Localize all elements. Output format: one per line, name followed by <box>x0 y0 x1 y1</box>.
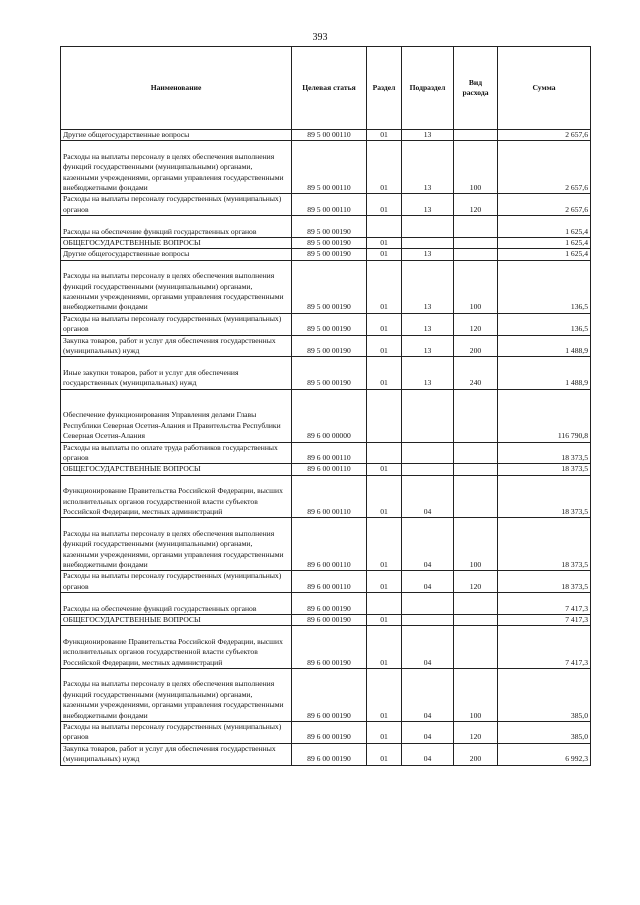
table-row <box>61 194 591 216</box>
row-target-code: 89 6 00 00190 <box>292 626 367 669</box>
row-section: 01 <box>367 626 402 669</box>
row-target-code: 89 6 00 00110 <box>292 518 367 571</box>
row-section <box>367 216 402 238</box>
row-name: Функционирование Правительства Российской Федерации, высших исполнительных органов государственной власти субъектов Российской Федерации, местных администраций <box>61 475 292 518</box>
row-subsection: 04 <box>402 626 454 669</box>
table-row <box>61 743 591 765</box>
row-expense-kind: 100 <box>454 518 498 571</box>
row-sum: 18 373,5 <box>498 571 591 593</box>
row-sum: 2 657,6 <box>498 194 591 216</box>
row-name: Расходы на обеспечение функций государственных органов <box>61 216 292 238</box>
row-section: 01 <box>367 475 402 518</box>
row-expense-kind: 120 <box>454 722 498 744</box>
row-subsection: 13 <box>402 141 454 194</box>
row-name: Расходы на выплаты персоналу государственных (муниципальных) органов <box>61 313 292 335</box>
row-section: 01 <box>367 669 402 722</box>
row-sum: 2 657,6 <box>498 130 591 141</box>
row-subsection <box>402 615 454 626</box>
row-section: 01 <box>367 464 402 475</box>
row-name: ОБЩЕГОСУДАРСТВЕННЫЕ ВОПРОСЫ <box>61 464 292 475</box>
row-target-code: 89 6 00 00190 <box>292 669 367 722</box>
row-expense-kind <box>454 389 498 442</box>
row-section: 01 <box>367 335 402 357</box>
row-name: Расходы на выплаты персоналу в целях обеспечения выполнения функций государственными (муниципальными) органами, казенными учреждениями, органами управления государственными внебюджетными фондами <box>61 518 292 571</box>
table-row <box>61 141 591 194</box>
row-target-code: 89 6 00 00190 <box>292 615 367 626</box>
table-row <box>61 313 591 335</box>
row-expense-kind <box>454 475 498 518</box>
col-header-kind: Вид расхода <box>454 47 498 130</box>
table-row <box>61 593 591 615</box>
row-name: Закупка товаров, работ и услуг для обеспечения государственных (муниципальных) нужд <box>61 335 292 357</box>
row-section <box>367 593 402 615</box>
row-subsection <box>402 464 454 475</box>
row-target-code: 89 5 00 00190 <box>292 249 367 260</box>
row-section: 01 <box>367 357 402 389</box>
table-row <box>61 464 591 475</box>
row-expense-kind <box>454 130 498 141</box>
row-expense-kind <box>454 442 498 464</box>
row-subsection: 04 <box>402 743 454 765</box>
row-sum: 1 488,9 <box>498 357 591 389</box>
row-target-code: 89 6 00 00190 <box>292 743 367 765</box>
row-section: 01 <box>367 260 402 313</box>
row-name: Другие общегосударственные вопросы <box>61 249 292 260</box>
row-target-code: 89 6 00 00110 <box>292 464 367 475</box>
row-target-code: 89 5 00 00110 <box>292 194 367 216</box>
row-subsection <box>402 442 454 464</box>
row-subsection: 04 <box>402 475 454 518</box>
row-subsection <box>402 216 454 238</box>
row-expense-kind: 200 <box>454 743 498 765</box>
col-header-code: Целевая статья <box>292 47 367 130</box>
row-expense-kind <box>454 593 498 615</box>
row-sum: 18 373,5 <box>498 464 591 475</box>
row-target-code: 89 6 00 00190 <box>292 722 367 744</box>
table-row <box>61 357 591 389</box>
table-row <box>61 216 591 238</box>
row-subsection <box>402 593 454 615</box>
row-sum: 116 790,8 <box>498 389 591 442</box>
row-subsection: 13 <box>402 313 454 335</box>
col-header-name: Наименование <box>61 47 292 130</box>
row-name: Обеспечение функционирования Управления делами Главы Республики Северная Осетия-Алания и Правительства Республики Северная Осетия-Алания <box>61 389 292 442</box>
row-expense-kind: 100 <box>454 260 498 313</box>
row-expense-kind <box>454 615 498 626</box>
row-section: 01 <box>367 249 402 260</box>
row-section: 01 <box>367 238 402 249</box>
row-section: 01 <box>367 571 402 593</box>
col-header-sum: Сумма <box>498 47 591 130</box>
row-subsection: 04 <box>402 518 454 571</box>
table-row <box>61 249 591 260</box>
row-target-code: 89 6 00 00190 <box>292 593 367 615</box>
row-name: Иные закупки товаров, работ и услуг для обеспечения государственных (муниципальных) нужд <box>61 357 292 389</box>
page-number: 393 <box>312 32 328 43</box>
table-row <box>61 130 591 141</box>
row-target-code: 89 6 00 00000 <box>292 389 367 442</box>
row-section <box>367 442 402 464</box>
row-subsection <box>402 389 454 442</box>
row-name: Расходы на выплаты персоналу государственных (муниципальных) органов <box>61 571 292 593</box>
row-subsection: 13 <box>402 130 454 141</box>
row-name: Расходы на выплаты персоналу в целях обеспечения выполнения функций государственными (муниципальными) органами, казенными учреждениями, органами управления государственными внебюджетными фондами <box>61 669 292 722</box>
col-header-section: Раздел <box>367 47 402 130</box>
row-subsection: 13 <box>402 260 454 313</box>
row-expense-kind: 100 <box>454 141 498 194</box>
row-section: 01 <box>367 615 402 626</box>
row-name: Расходы на выплаты по оплате труда работников государственных органов <box>61 442 292 464</box>
budget-table <box>60 46 591 766</box>
row-subsection: 04 <box>402 722 454 744</box>
table-row <box>61 615 591 626</box>
row-subsection: 04 <box>402 669 454 722</box>
row-sum: 7 417,3 <box>498 615 591 626</box>
row-section: 01 <box>367 130 402 141</box>
row-sum: 136,5 <box>498 260 591 313</box>
row-target-code: 89 5 00 00190 <box>292 313 367 335</box>
row-sum: 136,5 <box>498 313 591 335</box>
table-row <box>61 722 591 744</box>
row-target-code: 89 5 00 00190 <box>292 238 367 249</box>
table-row <box>61 571 591 593</box>
row-expense-kind: 120 <box>454 194 498 216</box>
row-target-code: 89 6 00 00110 <box>292 571 367 593</box>
row-name: ОБЩЕГОСУДАРСТВЕННЫЕ ВОПРОСЫ <box>61 615 292 626</box>
row-sum: 18 373,5 <box>498 518 591 571</box>
row-target-code: 89 5 00 00110 <box>292 141 367 194</box>
row-target-code: 89 6 00 00110 <box>292 475 367 518</box>
row-name: ОБЩЕГОСУДАРСТВЕННЫЕ ВОПРОСЫ <box>61 238 292 249</box>
table-row <box>61 260 591 313</box>
row-name: Функционирование Правительства Российской Федерации, высших исполнительных органов государственной власти субъектов Российской Федерации, местных администраций <box>61 626 292 669</box>
header-row <box>61 47 591 130</box>
table-row <box>61 442 591 464</box>
row-expense-kind <box>454 464 498 475</box>
row-sum: 7 417,3 <box>498 626 591 669</box>
row-expense-kind <box>454 216 498 238</box>
row-name: Расходы на выплаты персоналу в целях обеспечения выполнения функций государственными (муниципальными) органами, казенными учреждениями, органами управления государственными внебюджетными фондами <box>61 141 292 194</box>
row-section: 01 <box>367 141 402 194</box>
row-sum: 1 488,9 <box>498 335 591 357</box>
row-subsection: 04 <box>402 571 454 593</box>
row-section: 01 <box>367 518 402 571</box>
row-sum: 1 625,4 <box>498 216 591 238</box>
row-section <box>367 389 402 442</box>
row-name: Закупка товаров, работ и услуг для обеспечения государственных (муниципальных) нужд <box>61 743 292 765</box>
row-section: 01 <box>367 743 402 765</box>
row-name: Другие общегосударственные вопросы <box>61 130 292 141</box>
row-name: Расходы на выплаты персоналу в целях обеспечения выполнения функций государственными (муниципальными) органами, казенными учреждениями, органами управления государственными внебюджетными фондами <box>61 260 292 313</box>
row-expense-kind <box>454 626 498 669</box>
row-section: 01 <box>367 313 402 335</box>
table-row <box>61 238 591 249</box>
row-expense-kind: 100 <box>454 669 498 722</box>
row-sum: 1 625,4 <box>498 238 591 249</box>
row-expense-kind: 240 <box>454 357 498 389</box>
row-name: Расходы на выплаты персоналу государственных (муниципальных) органов <box>61 194 292 216</box>
row-subsection: 13 <box>402 194 454 216</box>
row-expense-kind: 120 <box>454 313 498 335</box>
row-target-code: 89 5 00 00190 <box>292 260 367 313</box>
row-target-code: 89 5 00 00110 <box>292 130 367 141</box>
row-subsection <box>402 238 454 249</box>
row-name: Расходы на выплаты персоналу государственных (муниципальных) органов <box>61 722 292 744</box>
col-header-subsection: Подраздел <box>402 47 454 130</box>
row-section: 01 <box>367 722 402 744</box>
table-row <box>61 669 591 722</box>
table-row <box>61 475 591 518</box>
row-section: 01 <box>367 194 402 216</box>
row-target-code: 89 5 00 00190 <box>292 216 367 238</box>
row-subsection: 13 <box>402 335 454 357</box>
table-row <box>61 335 591 357</box>
row-sum: 18 373,5 <box>498 442 591 464</box>
table-row <box>61 518 591 571</box>
row-expense-kind <box>454 249 498 260</box>
row-target-code: 89 5 00 00190 <box>292 335 367 357</box>
row-sum: 385,0 <box>498 669 591 722</box>
row-subsection: 13 <box>402 249 454 260</box>
table-row <box>61 626 591 669</box>
row-sum: 7 417,3 <box>498 593 591 615</box>
row-expense-kind: 200 <box>454 335 498 357</box>
row-sum: 18 373,5 <box>498 475 591 518</box>
row-target-code: 89 6 00 00110 <box>292 442 367 464</box>
row-expense-kind: 120 <box>454 571 498 593</box>
table-row <box>61 389 591 442</box>
row-sum: 385,0 <box>498 722 591 744</box>
row-sum: 1 625,4 <box>498 249 591 260</box>
row-sum: 2 657,6 <box>498 141 591 194</box>
row-sum: 6 992,3 <box>498 743 591 765</box>
row-target-code: 89 5 00 00190 <box>292 357 367 389</box>
row-subsection: 13 <box>402 357 454 389</box>
row-expense-kind <box>454 238 498 249</box>
row-name: Расходы на обеспечение функций государственных органов <box>61 593 292 615</box>
